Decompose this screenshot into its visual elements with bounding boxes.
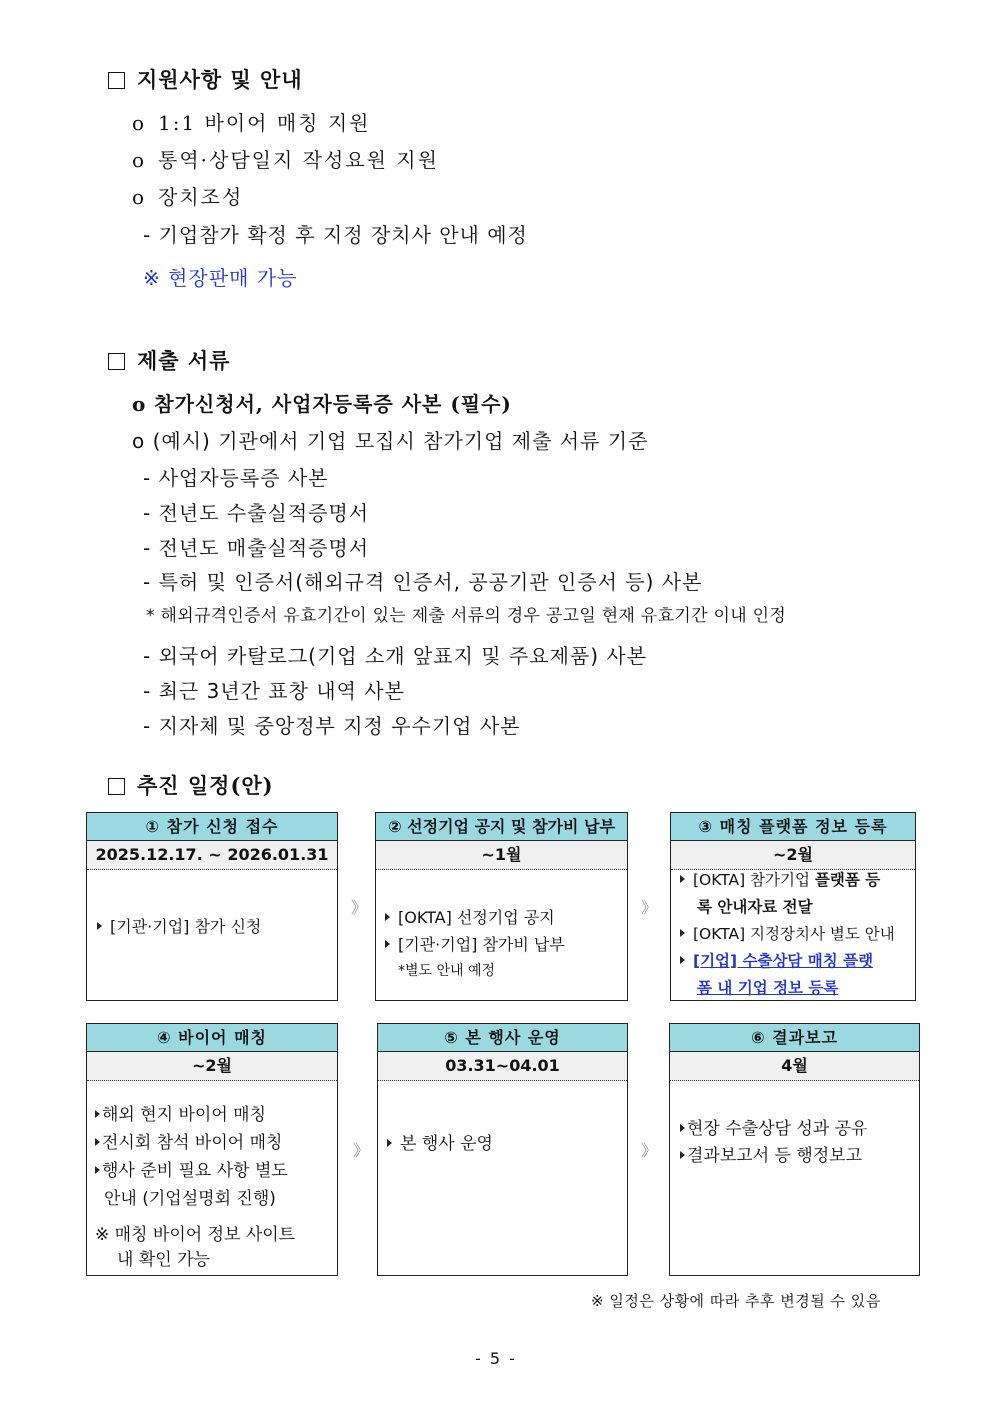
triangle-bullet-icon	[680, 1151, 685, 1159]
doc-item: - 사업자등록증 사본	[143, 466, 329, 490]
triangle-bullet-icon	[385, 913, 390, 921]
support-item-2: o 통역·상담일지 작성요원 지원	[132, 148, 439, 172]
step-line: 전시회 참석 바이어 매칭	[95, 1129, 337, 1157]
triangle-bullet-icon	[680, 1124, 685, 1132]
support-item-1: o 1:1 바이어 매칭 지원	[132, 111, 371, 135]
schedule-step-3	[670, 812, 916, 1001]
step-date: 4월	[670, 1052, 919, 1081]
step-title: ① 참가 신청 접수	[87, 813, 337, 841]
triangle-bullet-icon	[97, 922, 102, 930]
page-number: - 5 -	[475, 1349, 517, 1368]
doc-item: - 특허 및 인증서(해외규격 인증서, 공공기관 인증서 등) 사본	[143, 570, 703, 594]
checkbox-square-icon	[108, 778, 125, 795]
step-title: ⑥ 결과보고	[670, 1024, 919, 1052]
step-date: ~1월	[376, 841, 627, 870]
step-title: ② 선정기업 공지 및 참가비 납부	[376, 813, 627, 841]
onsite-sale-note: ※ 현장판매 가능	[143, 266, 298, 290]
step-line-cont: 안내 (기업설명회 진행)	[104, 1189, 276, 1209]
step-line: 해외 현지 바이어 매칭	[95, 1101, 337, 1129]
section-title-schedule: 추진 일정(안)	[108, 770, 274, 800]
platform-registration-link-cont[interactable]: 폼 내 기업 정보 등록	[697, 979, 839, 997]
step-line: 행사 준비 필요 사항 별도	[95, 1157, 337, 1185]
step-title: ④ 바이어 매칭	[87, 1024, 337, 1052]
step-note: ※ 매칭 바이어 정보 사이트	[95, 1225, 296, 1245]
triangle-bullet-icon	[680, 956, 685, 964]
step-date: 2025.12.17. ~ 2026.01.31	[87, 841, 337, 870]
schedule-step-6	[669, 1023, 920, 1276]
step-line-cont: 록 안내자료 전달	[697, 898, 813, 916]
step-line: [OKTA] 선정기업 공지	[385, 904, 627, 931]
schedule-step-5	[377, 1023, 628, 1276]
step-line: [기관·기업] 참가 신청	[97, 913, 337, 940]
example-docs-header: o (예시) 기관에서 기업 모집시 참가기업 제출 서류 기준	[132, 429, 649, 453]
triangle-bullet-icon	[95, 1138, 100, 1146]
doc-item: - 전년도 수출실적증명서	[143, 501, 370, 525]
certificate-validity-note: * 해외규격인증서 유효기간이 있는 제출 서류의 경우 공고일 현재 유효기간 이내 인정	[146, 606, 787, 626]
section-title-support: 지원사항 및 안내	[108, 64, 303, 94]
doc-item: - 최근 3년간 표창 내역 사본	[143, 679, 405, 703]
step-note-cont: 내 확인 가능	[117, 1250, 210, 1270]
support-item-3: o 장치조성	[132, 185, 244, 209]
triangle-bullet-icon	[95, 1166, 100, 1174]
checkbox-square-icon	[108, 72, 125, 89]
checkbox-square-icon	[108, 353, 125, 370]
step-line: [OKTA] 참가기업 플랫폼 등	[680, 867, 915, 894]
next-arrow-icon: 》	[353, 1141, 370, 1160]
doc-item: - 외국어 카탈로그(기업 소개 앞표지 및 주요제품) 사본	[143, 644, 648, 668]
schedule-footnote: ※ 일정은 상황에 따라 추후 변경될 수 있음	[591, 1292, 881, 1310]
next-arrow-icon: 》	[641, 1141, 658, 1160]
platform-registration-link[interactable]: [기업] 수출상담 매칭 플랫	[680, 948, 915, 975]
step-line: 본 행사 운영	[387, 1131, 627, 1158]
doc-item: - 전년도 매출실적증명서	[143, 536, 370, 560]
step-line: [OKTA] 지정장치사 별도 안내	[680, 921, 915, 948]
schedule-step-2	[375, 812, 628, 1001]
step-note: *별도 안내 예정	[398, 963, 496, 979]
step-line: 현장 수출상담 성과 공유	[680, 1116, 919, 1143]
step-title: ⑤ 본 행사 운영	[378, 1024, 627, 1052]
step-date: 03.31~04.01	[378, 1052, 627, 1081]
section-title-documents: 제출 서류	[108, 345, 230, 375]
step-date: ~2월	[671, 841, 915, 870]
next-arrow-icon: 》	[641, 898, 658, 917]
support-subitem: - 기업참가 확정 후 지정 장치사 안내 예정	[143, 223, 528, 247]
schedule-step-1	[86, 812, 338, 1001]
triangle-bullet-icon	[387, 1139, 392, 1147]
triangle-bullet-icon	[680, 875, 685, 883]
triangle-bullet-icon	[95, 1110, 100, 1118]
triangle-bullet-icon	[385, 940, 390, 948]
step-line: 결과보고서 등 행정보고	[680, 1143, 919, 1170]
step-line: [기관·기업] 참가비 납부	[385, 931, 627, 958]
step-date: ~2월	[87, 1052, 337, 1081]
next-arrow-icon: 》	[351, 898, 368, 917]
triangle-bullet-icon	[680, 929, 685, 937]
required-docs: o 참가신청서, 사업자등록증 사본 (필수)	[132, 392, 512, 416]
step-title: ③ 매칭 플랫폼 정보 등록	[671, 813, 915, 841]
schedule-step-4	[86, 1023, 338, 1276]
doc-item: - 지자체 및 중앙정부 지정 우수기업 사본	[143, 714, 521, 738]
